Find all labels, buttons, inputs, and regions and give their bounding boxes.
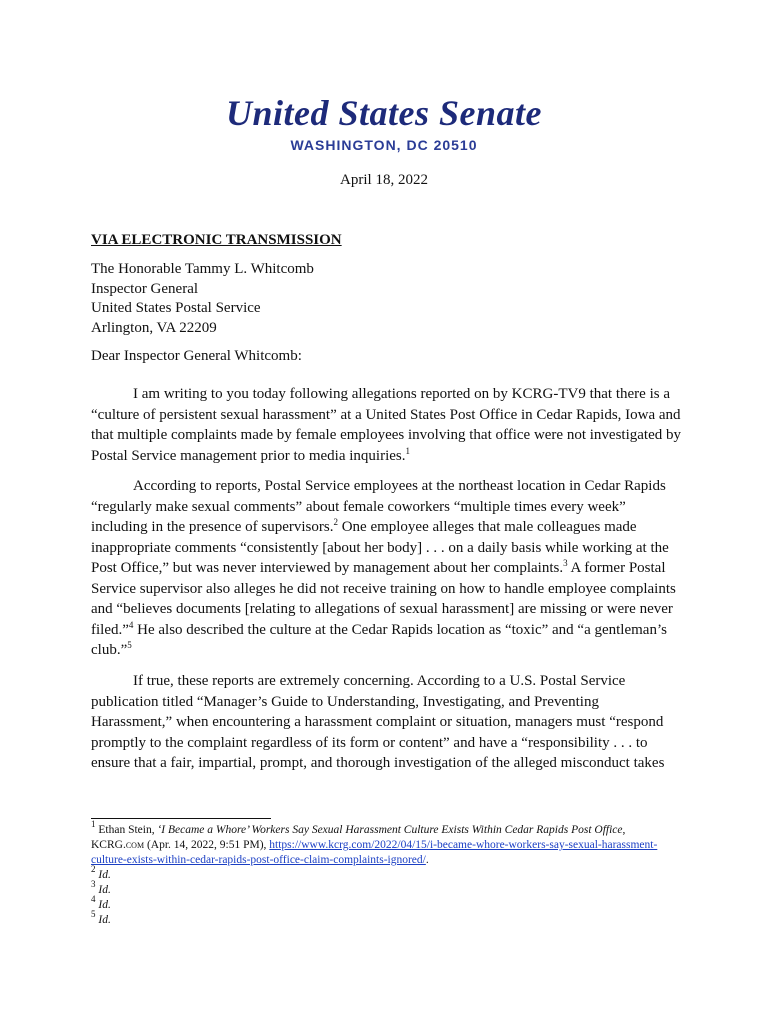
paragraph-1 xyxy=(91,384,681,466)
footnote-3 xyxy=(91,879,681,898)
recipient-organization: United States Postal Service xyxy=(91,300,261,316)
paragraph-2-sentence-1: According to reports, Postal Service employees at the northeast location in Cedar Rapids “regularly make sexual comments” about female coworkers “multiple times every week” including in the presence of supervisors. xyxy=(91,478,666,535)
recipient-city: Arlington, VA 22209 xyxy=(91,319,217,336)
recipient-title: Inspector General xyxy=(91,280,199,297)
footnote-2 xyxy=(91,864,681,883)
paragraph-3 xyxy=(91,671,681,774)
footnote-5 xyxy=(91,909,681,928)
footnote-1-author: Ethan Stein, xyxy=(95,824,158,836)
footnote-1-link[interactable]: https://www.kcrg.com/2022/04/15/i-became-whore-workers-say-sexual-harassment-culture-exists-within-cedar-rapids-post-office-claim-complaints-ignored/ xyxy=(91,839,658,866)
footnote-1-end: . xyxy=(425,854,429,866)
recipient-name: The Honorable Tammy L. Whitcomb xyxy=(91,261,314,277)
letterhead-address: WASHINGTON, DC 20510 xyxy=(290,137,478,153)
salutation: Dear Inspector General Whitcomb: xyxy=(91,348,302,364)
paragraph-2-sentence-3: A former Postal Service supervisor also alleges he did not receive training on how to handle employee complaints and “believes documents [relating to allegations of sexual harassment] are missing or were never filed.” xyxy=(91,560,676,638)
footnote-4-text: Id. xyxy=(95,899,111,911)
footnote-2-number: 2 xyxy=(91,864,96,874)
letterhead-title: United States Senate xyxy=(225,93,543,133)
footnote-ref-3[interactable]: 3 xyxy=(563,558,568,568)
footnote-1-source: KCRG.com xyxy=(91,839,145,851)
footnote-1 xyxy=(91,819,681,868)
footnote-4-number: 4 xyxy=(91,894,96,904)
footnote-1-title: ‘I Became a Whore’ Workers Say Sexual Harassment Culture Exists Within Cedar Rapids Post Office xyxy=(157,824,623,836)
paragraph-1-text: I am writing to you today following allegations reported on by KCRG-TV9 that there is a “culture of persistent sexual harassment” at a United States Post Office in Cedar Rapids, Iowa and that multiple complaints made by female employees involving that office were not investigated by Postal Service management prior to media inquiries. xyxy=(91,386,681,464)
footnote-4 xyxy=(91,894,681,913)
footnote-2-text: Id. xyxy=(95,869,111,881)
footnote-ref-4[interactable]: 4 xyxy=(128,619,134,630)
footnote-1-number: 1 xyxy=(91,819,96,829)
footnote-5-number: 5 xyxy=(91,909,96,919)
paragraph-3-text: If true, these reports are extremely concerning. According to a U.S. Postal Service publication titled “Manager’s Guide to Understanding, Investigating, and Preventing Harassment,” when encountering a harassment complaint or situation, managers must “respond promptly to the complaint regardless of its form or content” and have a “responsibility . . . to ensure that a fair, impartial, prompt, and thorough investigation of the alleged misconduct takes xyxy=(91,673,665,771)
footnote-ref-1[interactable]: 1 xyxy=(405,445,411,456)
footnote-divider xyxy=(91,818,271,819)
footnotes xyxy=(91,819,681,928)
footnote-1-separator: , xyxy=(622,824,626,836)
footnote-1-date: (Apr. 14, 2022, 9:51 PM), xyxy=(144,839,270,851)
paragraph-2 xyxy=(91,476,681,661)
footnote-5-text: Id. xyxy=(95,914,111,926)
footnote-ref-2[interactable]: 2 xyxy=(333,517,338,527)
letter-date: April 18, 2022 xyxy=(340,172,428,188)
transmission-method: VIA ELECTRONIC TRANSMISSION xyxy=(91,232,342,248)
recipient-address xyxy=(91,260,314,338)
paragraph-2-sentence-4: He also described the culture at the Cedar Rapids location as “toxic” and “a gentleman’s club.” xyxy=(91,621,667,658)
footnote-ref-5[interactable]: 5 xyxy=(127,640,132,650)
footnote-3-text: Id. xyxy=(95,884,111,896)
footnote-3-number: 3 xyxy=(91,879,96,889)
paragraph-2-sentence-2: One employee alleges that male colleagues made inappropriate comments “consistently [about her body] . . . on a daily basis while working at the Post Office,” but was never interviewed by management about her complaints. xyxy=(91,519,669,576)
